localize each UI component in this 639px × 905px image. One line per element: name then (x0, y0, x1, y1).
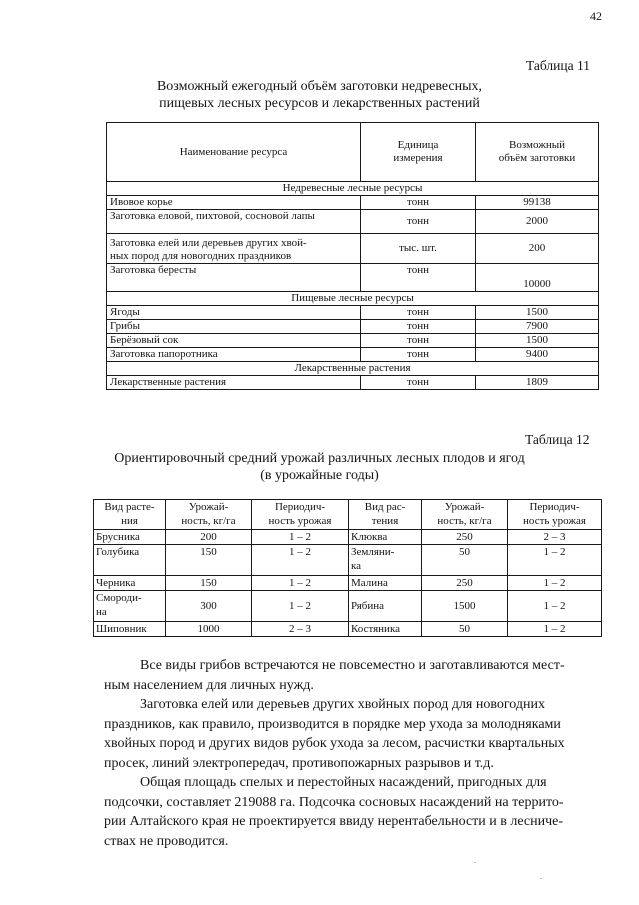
resource-unit: тонн (361, 196, 476, 210)
table-row (107, 234, 599, 264)
yield-value: 1500 (422, 591, 508, 622)
period-value: 1 – 2 (508, 622, 602, 637)
table-header-row (94, 500, 602, 530)
paragraph-line: праздников, как правило, производится в порядке мер ухода за молодняками (104, 716, 561, 732)
scan-speck: . (540, 872, 542, 881)
header-period: Периодич- ность урожая (252, 500, 349, 530)
paragraph (104, 773, 602, 851)
table-row (107, 306, 599, 320)
table-row (107, 320, 599, 334)
yield-value: 250 (422, 576, 508, 591)
header-plant: Вид расте- ния (94, 500, 166, 530)
resource-value: 7900 (476, 320, 599, 334)
yield-value: 1000 (166, 622, 252, 637)
resource-name: Ягоды (107, 306, 361, 320)
table-11-title-line: пищевых лесных ресурсов и лекарственных растений (159, 96, 480, 111)
yield-value: 200 (166, 530, 252, 545)
header-unit: Единица измерения (361, 123, 476, 182)
table-12-title-line: Ориентировочный средний урожай различных лесных плодов и ягод (114, 451, 525, 466)
table-11-caption: Таблица 11 (526, 58, 590, 73)
paragraph-line: ным населением для личных нужд. (104, 677, 314, 693)
period-value: 1 – 2 (508, 576, 602, 591)
header-yield: Урожай- ность, кг/га (166, 500, 252, 530)
table-row (107, 334, 599, 348)
paragraph (104, 656, 602, 695)
yield-value: 50 (422, 622, 508, 637)
table-12-title-line: (в урожайные годы) (260, 468, 379, 483)
resource-value: 200 (476, 234, 599, 264)
resource-value: 2000 (476, 210, 599, 234)
plant-name: Черника (94, 576, 166, 591)
period-value: 1 – 2 (252, 545, 349, 576)
scan-speck: . (474, 856, 476, 865)
resource-name: Заготовка папоротника (107, 348, 361, 362)
table-row (107, 264, 599, 292)
resource-name: Ивовое корье (107, 196, 361, 210)
resource-unit: тыс. шт. (361, 234, 476, 264)
section-title: Пищевые лесные ресурсы (107, 292, 599, 306)
berry-yield-table (93, 499, 602, 637)
table-row (94, 576, 602, 591)
paragraph-line: Заготовка елей или деревьев других хвойных пород для новогодних (140, 697, 545, 712)
period-value: 1 – 2 (508, 545, 602, 576)
page-number: 42 (590, 9, 602, 23)
resource-name: Заготовка бересты (107, 264, 361, 292)
plant-name: Голубика (94, 545, 166, 576)
resource-unit: тонн (361, 320, 476, 334)
plant-name: Земляни- ка (349, 545, 422, 576)
plant-name: Малина (349, 576, 422, 591)
plant-name: Шиповник (94, 622, 166, 637)
header-plant: Вид рас- тения (349, 500, 422, 530)
resource-value: 99138 (476, 196, 599, 210)
period-value: 1 – 2 (508, 591, 602, 622)
header-volume: Возможный объём заготовки (476, 123, 599, 182)
section-row (107, 292, 599, 306)
yield-value: 300 (166, 591, 252, 622)
resource-unit: тонн (361, 334, 476, 348)
period-value: 1 – 2 (252, 591, 349, 622)
resource-unit: тонн (361, 376, 476, 390)
table-12-title (0, 450, 639, 484)
table-row (94, 591, 602, 622)
table-row (107, 210, 599, 234)
resource-name: Берёзовый сок (107, 334, 361, 348)
table-11-title-line: Возможный ежегодный объём заготовки недревесных, (156, 79, 483, 94)
period-value: 2 – 3 (252, 622, 349, 637)
paragraph-line: хвойных пород и других видов рубок ухода за лесом, расчистки квартальных (104, 736, 565, 751)
resource-unit: тонн (361, 210, 476, 234)
period-value: 1 – 2 (252, 530, 349, 545)
resource-name: Заготовка елей или деревьев других хвой- ных пород для новогодних праздников (107, 234, 361, 264)
table-row (94, 545, 602, 576)
resource-name: Заготовка еловой, пихтовой, сосновой лапы (107, 210, 361, 234)
header-yield: Урожай- ность, кг/га (422, 500, 508, 530)
table-11-title (0, 78, 639, 112)
paragraph (104, 695, 602, 773)
plant-name: Рябина (349, 591, 422, 622)
paragraph-line: Общая площадь спелых и перестойных насаждений, пригодных для (140, 775, 547, 790)
resource-name: Лекарственные растения (107, 376, 361, 390)
table-12-caption: Таблица 12 (525, 432, 590, 447)
plant-name: Клюква (349, 530, 422, 545)
table-row (107, 196, 599, 210)
table-header-row (107, 123, 599, 182)
resource-value: 1500 (476, 306, 599, 320)
plant-name: Брусника (94, 530, 166, 545)
yield-value: 150 (166, 545, 252, 576)
section-title: Недревесные лесные ресурсы (107, 182, 599, 196)
resource-value: 1500 (476, 334, 599, 348)
resource-value: 10000 (476, 264, 599, 292)
plant-name: Костяника (349, 622, 422, 637)
table-row (94, 530, 602, 545)
section-row (107, 362, 599, 376)
yield-value: 150 (166, 576, 252, 591)
table-row (94, 622, 602, 637)
period-value: 2 – 3 (508, 530, 602, 545)
resource-volume-table (106, 122, 599, 390)
resource-unit: тонн (361, 306, 476, 320)
yield-value: 50 (422, 545, 508, 576)
table-row (107, 376, 599, 390)
resource-unit: тонн (361, 348, 476, 362)
resource-value: 9400 (476, 348, 599, 362)
header-period: Периодич- ность урожая (508, 500, 602, 530)
section-title: Лекарственные растения (107, 362, 599, 376)
header-resource-name: Наименование ресурса (107, 123, 361, 182)
table-row (107, 348, 599, 362)
resource-unit: тонн (361, 264, 476, 292)
resource-value: 1809 (476, 376, 599, 390)
paragraph-line: просек, линий электропередач, противопожарных разрывов и т.д. (104, 755, 494, 771)
period-value: 1 – 2 (252, 576, 349, 591)
paragraph-line: Все виды грибов встречаются не повсеместно и заготавливаются мест- (140, 658, 565, 673)
yield-value: 250 (422, 530, 508, 545)
section-row (107, 182, 599, 196)
resource-name: Грибы (107, 320, 361, 334)
paragraph-line: рии Алтайского края не проектируется ввиду нерентабельности и в лесниче- (104, 814, 564, 829)
paragraph-line: ствах не проводится. (104, 833, 229, 849)
paragraph-line: подсочки, составляет 219088 га. Подсочка сосновых насаждений на террито- (104, 794, 564, 810)
plant-name: Смороди- на (94, 591, 166, 622)
